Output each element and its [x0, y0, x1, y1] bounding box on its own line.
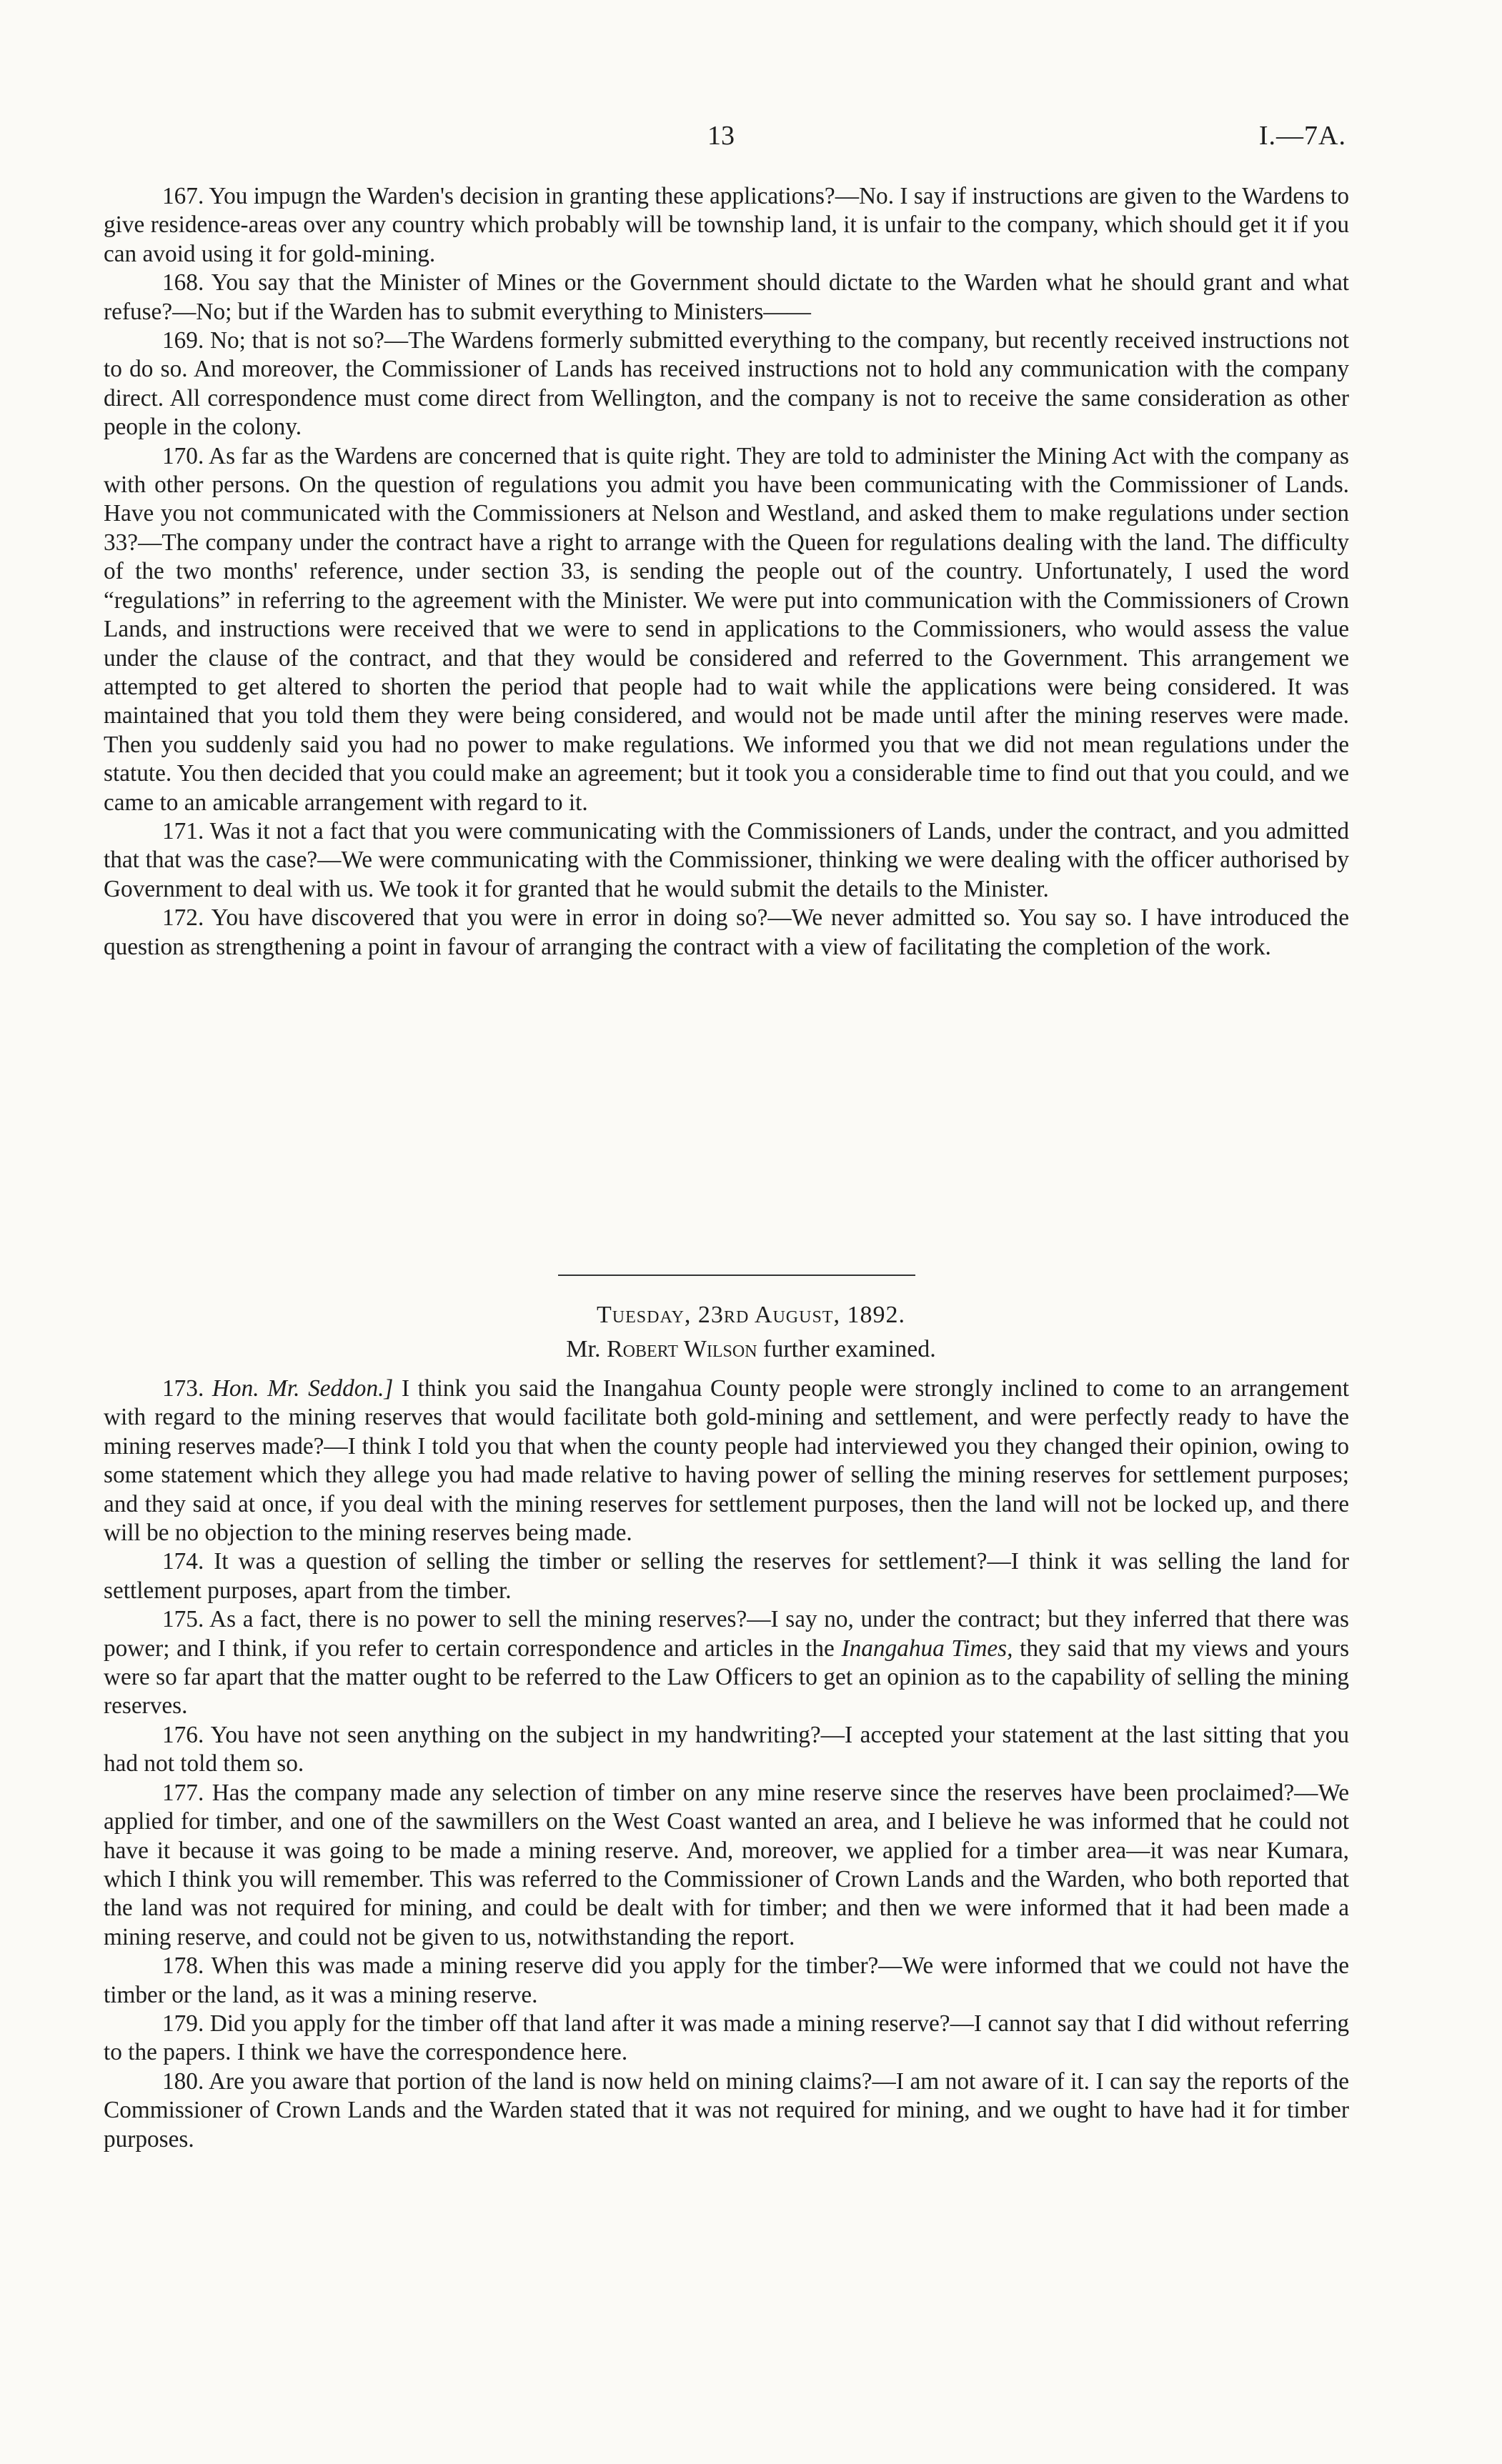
page-number: 13 — [707, 121, 735, 151]
question-text: I think you said the Inangahua County people were strongly inclined to come to an arrangement with regard to the mining reserves that would facilitate both gold-mining and settlement, and were perfectly ready to have the mining reserves made?—I think I told you that when the county people had interviewed you they changed their opinion, owing to some statement which they allege you had made relative to having power of selling the mining reserves for settlement purposes; and they said at once, if you deal with the mining reserves for settlement purposes, then the land will not be locked up, and there will be no objection to the mining reserves being made. — [104, 1375, 1350, 1547]
witness-heading — [0, 1336, 1502, 1363]
witness-prefix: Mr. — [566, 1336, 601, 1362]
witness-suffix: further examined. — [763, 1336, 936, 1362]
question-176: 176. You have not seen anything on the subject in my handwriting?—I accepted your statement at the last sitting that you had not told them so. — [104, 1721, 1349, 1777]
question-text-end: they said that my views and yours were so far apart that the matter ought to be referred to the Law Officers to get an opinion as to the capability of selling the mining reserves. — [104, 1635, 1350, 1720]
examination-continued — [104, 182, 1349, 962]
question-167: 167. You impugn the Warden's decision in granting these applications?—No. I say if instructions are given to the Wardens to give residence-areas over any country which probably will be township land, it is unfair to the company, which should get it if you can avoid using it for gold-mining. — [104, 183, 1349, 267]
witness-name: Robert Wilson — [606, 1336, 757, 1362]
question-text-start: 175. As a fact, there is no power to sell the mining reserves?—I say no, under the contract; but they inferred that there was power; and I think, if you refer to certain correspondence and articles in the — [104, 1606, 1349, 1662]
question-170: 170. As far as the Wardens are concerned that is quite right. They are told to administer the Mining Act with the company as with other persons. On the question of regulations you admit you have been communicating with the Commissioner of Lands. Have you not communicated with the Commissioners at Nelson and Westland, and asked them to make regulations under section 33?—The company under the contract have a right to arrange with the Queen for regulations dealing with the land. The difficulty of the two months' reference, under section 33, is sending the people out of the country. Unfortunately, I used the word “regulations” in referring to the agreement with the Minister. We were put into communication with the Commissioners of Crown Lands, and instructions were received that we were to send in applications to the Commissioners, who would assess the value under the clause of the contract, and that they would be considered and referred to the Government. This arrangement we attempted to get altered to shorten the period that people had to wait while the applications were being considered. It was maintained that you told them they were being considered, and would not be made until after the mining reserves were made. Then you suddenly said you had no power to make regulations. We informed you that we did not mean regulations under the statute. You then decided that you could make an agreement; but it took you a considerable time to find out that you could, and we came to an amicable arrangement with regard to it. — [104, 442, 1349, 816]
question-168: 168. You say that the Minister of Mines or the Government should dictate to the Warden what he should grant and what refuse?—No; but if the Warden has to submit everything to Ministers—— — [104, 269, 1349, 325]
question-172: 172. You have discovered that you were in error in doing so?—We never admitted so. You say so. I have introduced the question as strengthening a point in favour of arranging the contract with a view of facilitating the completion of the work. — [104, 904, 1349, 960]
newspaper-title: Inangahua Times, — [841, 1635, 1013, 1662]
question-171: 171. Was it not a fact that you were communicating with the Commissioners of Lands, under the contract, and you admitted that that was the case?—We were communicating with the Commissioner, thinking we were dealing with the officer authorised by Government to deal with us. We took it for granted that he would submit the details to the Minister. — [104, 817, 1349, 902]
examination-23-august — [104, 1375, 1349, 2154]
question-174: 174. It was a question of selling the timber or selling the reserves for settlement?—I think it was selling the land for settlement purposes, apart from the timber. — [104, 1548, 1349, 1604]
question-175 — [104, 1605, 1349, 1721]
question-number: 173. — [162, 1375, 204, 1402]
question-169: 169. No; that is not so?—The Wardens formerly submitted everything to the company, but recently received instructions not to do so. And moreover, the Commissioner of Lands has received instructions not to hold any communication with the company direct. All correspondence must come direct from Wellington, and the company is not to receive the same consideration as other people in the colony. — [104, 327, 1349, 441]
page-header — [0, 120, 1502, 156]
question-179: 179. Did you apply for the timber off that land after it was made a mining reserve?—I cannot say that I did without referring to the papers. I think we have the correspondence here. — [104, 2010, 1349, 2066]
questioner-name: Hon. Mr. Seddon.] — [212, 1375, 394, 1402]
question-173 — [104, 1375, 1349, 1547]
question-177: 177. Has the company made any selection of timber on any mine reserve since the reserves have been proclaimed?—We applied for timber, and one of the sawmillers on the West Coast wanted an area, and I believe he was informed that he could not have it because it was going to be made a mining reserve. And, moreover, we applied for a timber area—it was near Kumara, which I think you will remember. This was referred to the Commissioner of Crown Lands and the Warden, who both reported that the land was not required for mining, and could be dealt with for timber; and then we were informed that it had been made a mining reserve, and could not be given to us, notwithstanding the report. — [104, 1779, 1349, 1950]
question-180: 180. Are you aware that portion of the land is now held on mining claims?—I am not aware of it. I can say the reports of the Commissioner of Crown Lands and the Warden stated that it was not required for mining, and we ought to have had it for timber purposes. — [104, 2068, 1349, 2153]
document-reference: I.—7A. — [1258, 121, 1346, 151]
session-date-heading: Tuesday, 23rd August, 1892. — [597, 1302, 905, 1328]
section-divider — [558, 1275, 915, 1276]
question-178: 178. When this was made a mining reserve did you apply for the timber?—We were informed that we could not have the timber or the land, as it was a mining reserve. — [104, 1952, 1349, 2008]
